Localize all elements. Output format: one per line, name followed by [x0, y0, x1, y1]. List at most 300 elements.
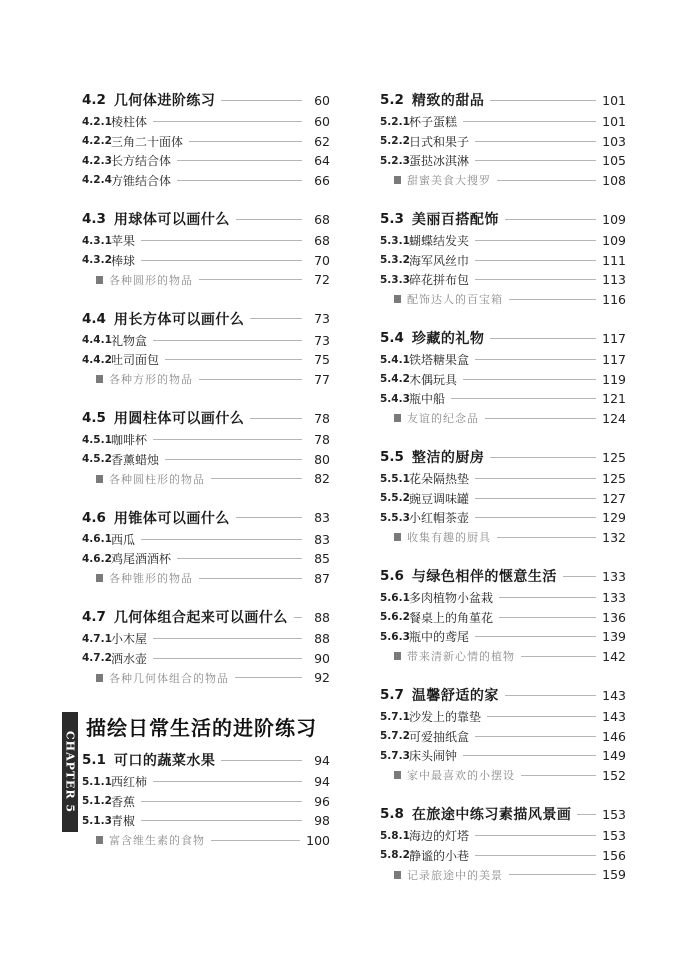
section-heading[interactable]	[380, 445, 626, 469]
toc-entry[interactable]	[380, 270, 626, 290]
section-gap	[380, 309, 626, 326]
leader-line	[475, 141, 596, 142]
leader-line	[505, 219, 596, 220]
toc-entry[interactable]	[82, 649, 330, 669]
section-heading[interactable]	[82, 406, 330, 430]
page-number: 156	[602, 847, 626, 863]
leader-line	[577, 814, 596, 815]
page-number: 94	[314, 752, 330, 768]
page-number: 108	[602, 172, 626, 188]
page-number: 127	[602, 490, 626, 506]
toc-section	[380, 88, 626, 190]
entry-title: 餐桌上的角堇花	[409, 610, 494, 625]
toc-entry[interactable]	[380, 112, 626, 132]
leader-line	[475, 835, 596, 836]
leader-line	[221, 100, 302, 101]
page-number: 88	[314, 609, 330, 625]
toc-entry[interactable]	[380, 251, 626, 271]
section-heading[interactable]	[82, 207, 330, 231]
section-heading[interactable]	[82, 748, 330, 772]
leader-line	[475, 279, 596, 280]
entry-title: 棒球	[111, 253, 136, 268]
toc-section	[82, 605, 330, 688]
note-title: 收集有趣的厨具	[407, 531, 491, 545]
entry-number: 5.6.3	[380, 630, 410, 643]
toc-note-entry[interactable]	[82, 469, 330, 489]
entry-number: 4.3.2	[82, 254, 112, 267]
page-number: 90	[314, 650, 330, 666]
section-title: 可口的蔬菜水果	[113, 753, 216, 769]
section-heading[interactable]	[380, 802, 626, 826]
page-number: 68	[314, 211, 330, 227]
section-number: 4.2	[82, 92, 106, 108]
toc-entry[interactable]	[380, 469, 626, 489]
square-bullet-icon	[394, 176, 401, 184]
leader-line	[499, 617, 596, 618]
page-number: 117	[602, 352, 626, 368]
toc-entry[interactable]	[82, 350, 330, 370]
page-number: 68	[314, 233, 330, 249]
toc-note-entry[interactable]	[380, 290, 626, 310]
page-number: 129	[602, 510, 626, 526]
entry-number: 5.7.3	[380, 749, 410, 762]
square-bullet-icon	[96, 475, 103, 483]
toc-entry[interactable]	[82, 231, 330, 251]
toc-entry[interactable]	[380, 707, 626, 727]
toc-section	[380, 564, 626, 666]
section-heading[interactable]	[380, 564, 626, 588]
leader-line	[177, 160, 302, 161]
entry-number: 4.6.1	[82, 533, 112, 546]
entry-number: 5.3.1	[380, 234, 410, 247]
toc-entry[interactable]	[82, 251, 330, 271]
toc-section	[380, 802, 626, 885]
entry-title: 咖啡杯	[111, 433, 148, 448]
section-gap	[380, 547, 626, 564]
page-number: 133	[602, 590, 626, 606]
leader-line	[509, 299, 596, 300]
square-bullet-icon	[96, 375, 103, 383]
toc-entry[interactable]	[82, 549, 330, 569]
toc-entry[interactable]	[82, 450, 330, 470]
leader-line	[505, 695, 596, 696]
page-number: 82	[314, 471, 330, 487]
entry-number: 5.6.2	[380, 611, 410, 624]
leader-line	[521, 775, 596, 776]
leader-line	[451, 398, 596, 399]
note-title: 各种锥形的物品	[109, 572, 193, 586]
toc-entry[interactable]	[82, 530, 330, 550]
toc-section	[82, 88, 330, 190]
page-number: 125	[602, 471, 626, 487]
entry-title: 三角二十面体	[111, 134, 184, 149]
page-number: 87	[314, 570, 330, 586]
note-title: 各种方形的物品	[109, 373, 193, 387]
section-heading[interactable]	[380, 88, 626, 112]
leader-line	[211, 840, 300, 841]
page-number: 153	[602, 828, 626, 844]
page-number: 94	[314, 774, 330, 790]
section-title: 几何体组合起来可以画什么	[113, 610, 288, 626]
leader-line	[499, 597, 596, 598]
page-number: 117	[602, 330, 626, 346]
page-number: 143	[602, 709, 626, 725]
section-title: 在旅途中练习素描风景画	[411, 807, 572, 823]
note-title: 富含维生素的食物	[109, 834, 205, 848]
page-number: 105	[602, 153, 626, 169]
square-bullet-icon	[394, 414, 401, 422]
section-number: 5.8	[380, 806, 404, 822]
leader-line	[250, 318, 302, 319]
entry-title: 棱柱体	[111, 115, 148, 130]
section-title: 整洁的厨房	[411, 450, 485, 466]
leader-line	[497, 537, 596, 538]
entry-number: 5.2.3	[380, 154, 410, 167]
section-number: 4.5	[82, 410, 106, 426]
chapter-sections	[82, 748, 330, 850]
toc-right-column	[380, 88, 626, 885]
page-number: 153	[602, 806, 626, 822]
leader-line	[463, 755, 596, 756]
toc-entry[interactable]	[82, 171, 330, 191]
note-title: 家中最喜欢的小摆设	[407, 769, 515, 783]
page-number: 143	[602, 687, 626, 703]
entry-title: 蛋挞冰淇淋	[409, 154, 470, 169]
leader-line	[165, 459, 302, 460]
toc-entry[interactable]	[380, 588, 626, 608]
leader-line	[141, 539, 302, 540]
leader-line	[221, 760, 302, 761]
entry-number: 4.6.2	[82, 552, 112, 565]
toc-note-entry[interactable]	[82, 270, 330, 290]
leader-line	[475, 260, 596, 261]
toc-entry[interactable]	[380, 846, 626, 866]
square-bullet-icon	[96, 276, 103, 284]
page-number: 133	[602, 568, 626, 584]
leader-line	[153, 638, 302, 639]
page-number: 72	[314, 272, 330, 288]
entry-number: 5.6.1	[380, 591, 410, 604]
toc-section	[82, 748, 330, 850]
entry-title: 方锥结合体	[111, 173, 172, 188]
page-number: 146	[602, 728, 626, 744]
page-number: 77	[314, 371, 330, 387]
entry-title: 杯子蛋糕	[409, 115, 458, 130]
leader-line	[189, 141, 302, 142]
entry-title: 西红柿	[111, 775, 148, 790]
square-bullet-icon	[394, 295, 401, 303]
note-title: 各种圆柱形的物品	[109, 472, 205, 486]
toc-entry[interactable]	[82, 112, 330, 132]
section-heading[interactable]	[82, 307, 330, 331]
leader-line	[485, 418, 596, 419]
toc-entry[interactable]	[82, 132, 330, 152]
leader-line	[153, 658, 302, 659]
section-number: 4.3	[82, 211, 106, 227]
toc-section	[82, 406, 330, 489]
section-title: 用圆柱体可以画什么	[113, 411, 245, 427]
toc-section	[380, 683, 626, 785]
entry-title: 铁塔糖果盒	[409, 353, 470, 368]
entry-title: 碎花拼布包	[409, 273, 470, 288]
section-heading[interactable]	[380, 207, 626, 231]
section-title: 精致的甜品	[411, 93, 485, 109]
page-number: 78	[314, 432, 330, 448]
page-number: 125	[602, 449, 626, 465]
entry-title: 礼物盒	[111, 333, 148, 348]
section-title: 几何体进阶练习	[113, 93, 216, 109]
toc-left-column	[82, 88, 330, 688]
toc-note-entry[interactable]	[380, 865, 626, 885]
toc-entry[interactable]	[380, 132, 626, 152]
section-heading[interactable]	[82, 506, 330, 530]
section-title: 与绿色相伴的惬意生活	[411, 569, 557, 585]
toc-note-entry[interactable]	[380, 647, 626, 667]
page-number: 119	[602, 371, 626, 387]
square-bullet-icon	[394, 533, 401, 541]
section-heading[interactable]	[380, 326, 626, 350]
leader-line	[490, 338, 596, 339]
leader-line	[250, 418, 302, 419]
section-heading[interactable]	[380, 683, 626, 707]
toc-note-entry[interactable]	[82, 668, 330, 688]
entry-number: 4.2.3	[82, 154, 112, 167]
section-gap	[380, 785, 626, 802]
section-title: 用球体可以画什么	[113, 212, 230, 228]
entry-number: 5.8.1	[380, 829, 410, 842]
page-number: 124	[602, 410, 626, 426]
page-number: 83	[314, 531, 330, 547]
section-title: 珍藏的礼物	[411, 331, 485, 347]
leader-line	[141, 260, 302, 261]
toc-entry[interactable]	[82, 151, 330, 171]
entry-title: 苹果	[111, 234, 136, 249]
entry-title: 吐司面包	[111, 353, 160, 368]
entry-number: 4.4.1	[82, 334, 112, 347]
page-number: 80	[314, 451, 330, 467]
entry-title: 洒水壶	[111, 651, 148, 666]
leader-line	[475, 855, 596, 856]
leader-line	[177, 558, 302, 559]
toc-note-entry[interactable]	[380, 528, 626, 548]
page-number: 73	[314, 311, 330, 326]
entry-title: 瓶中船	[409, 392, 446, 407]
section-number: 5.7	[380, 687, 404, 703]
toc-entry[interactable]	[380, 389, 626, 409]
section-heading[interactable]	[82, 605, 330, 629]
square-bullet-icon	[394, 771, 401, 779]
toc-entry[interactable]	[82, 811, 330, 831]
toc-entry[interactable]	[380, 746, 626, 766]
toc-entry[interactable]	[82, 629, 330, 649]
toc-entry[interactable]	[380, 350, 626, 370]
toc-note-entry[interactable]	[82, 831, 330, 851]
entry-title: 蝴蝶结发夹	[409, 234, 470, 249]
entry-number: 4.2.1	[82, 115, 112, 128]
entry-number: 5.2.2	[380, 135, 410, 148]
page-number: 88	[314, 631, 330, 647]
toc-note-entry[interactable]	[82, 569, 330, 589]
square-bullet-icon	[96, 674, 103, 682]
entry-title: 可爱抽纸盒	[409, 729, 470, 744]
page-number: 109	[602, 211, 626, 227]
page-number: 100	[306, 832, 330, 848]
entry-number: 5.7.2	[380, 730, 410, 743]
section-number: 5.3	[380, 211, 404, 227]
page-number: 149	[602, 748, 626, 764]
section-number: 4.6	[82, 509, 106, 526]
page-number: 78	[314, 410, 330, 426]
page-number: 159	[602, 867, 626, 883]
entry-title: 多肉植物小盆栽	[409, 591, 494, 606]
square-bullet-icon	[96, 836, 103, 844]
toc-note-entry[interactable]	[380, 766, 626, 786]
leader-line	[475, 736, 596, 737]
entry-number: 5.4.1	[380, 353, 410, 366]
leader-line	[475, 359, 596, 360]
section-gap	[380, 428, 626, 445]
entry-title: 香薰蜡烛	[111, 452, 160, 467]
page-number: 152	[602, 767, 626, 783]
note-title: 友谊的纪念品	[407, 412, 479, 426]
leader-line	[487, 716, 596, 717]
entry-number: 5.1.3	[82, 814, 112, 827]
toc-entry[interactable]	[380, 489, 626, 509]
entry-number: 5.4.2	[380, 373, 410, 386]
entry-title: 海边的灯塔	[409, 829, 470, 844]
section-number: 5.4	[380, 330, 404, 346]
section-gap	[380, 190, 626, 207]
leader-line	[475, 517, 596, 518]
section-title: 温馨舒适的家	[411, 688, 499, 704]
leader-line	[141, 820, 302, 821]
toc-note-entry[interactable]	[82, 370, 330, 390]
page-number: 70	[314, 252, 330, 268]
leader-line	[141, 240, 302, 241]
section-gap	[82, 489, 330, 506]
leader-line	[463, 121, 596, 122]
leader-line	[211, 478, 302, 479]
page-number: 142	[602, 648, 626, 664]
entry-number: 5.2.1	[380, 115, 410, 128]
leader-line	[294, 617, 302, 618]
toc-entry[interactable]	[380, 231, 626, 251]
toc-entry[interactable]	[82, 772, 330, 792]
toc-entry[interactable]	[82, 430, 330, 450]
note-title: 甜蜜美食大搜罗	[407, 174, 491, 188]
leader-line	[235, 677, 302, 678]
note-title: 配饰达人的百宝箱	[407, 293, 503, 307]
toc-entry[interactable]	[380, 508, 626, 528]
note-title: 记录旅途中的美景	[407, 868, 503, 882]
toc-entry[interactable]	[380, 627, 626, 647]
toc-entry[interactable]	[380, 151, 626, 171]
section-heading[interactable]	[82, 88, 330, 112]
page-number: 121	[602, 391, 626, 407]
toc-entry[interactable]	[82, 792, 330, 812]
entry-number: 5.5.3	[380, 511, 410, 524]
entry-title: 花朵隔热垫	[409, 472, 470, 487]
page-number: 139	[602, 629, 626, 645]
page-number: 103	[602, 133, 626, 149]
toc-section	[380, 445, 626, 547]
entry-title: 瓶中的鸢尾	[409, 630, 470, 645]
leader-line	[153, 439, 302, 440]
page-number: 132	[602, 529, 626, 545]
leader-line	[497, 180, 596, 181]
toc-note-entry[interactable]	[380, 409, 626, 429]
toc-section	[82, 207, 330, 290]
entry-title: 小红帽茶壶	[409, 511, 470, 526]
entry-number: 5.7.1	[380, 710, 410, 723]
entry-title: 日式和果子	[409, 134, 470, 149]
section-number: 4.4	[82, 310, 106, 327]
entry-number: 5.3.3	[380, 273, 410, 286]
leader-line	[177, 180, 302, 181]
page-number: 116	[602, 291, 626, 307]
entry-number: 5.5.2	[380, 492, 410, 505]
section-number: 5.2	[380, 92, 404, 108]
section-title: 用长方体可以画什么	[113, 311, 245, 328]
entry-title: 鸡尾酒酒杯	[111, 552, 172, 567]
entry-number: 5.4.3	[380, 392, 410, 405]
entry-title: 静谧的小巷	[409, 848, 470, 863]
chapter-tab-text: CHAPTER 5	[63, 730, 77, 814]
section-title: 美丽百搭配饰	[411, 212, 499, 228]
toc-entry[interactable]	[380, 727, 626, 747]
section-number: 5.6	[380, 568, 404, 584]
leader-line	[475, 478, 596, 479]
toc-section	[380, 207, 626, 309]
toc-entry[interactable]	[380, 370, 626, 390]
toc-entry[interactable]	[82, 331, 330, 351]
entry-number: 5.8.2	[380, 849, 410, 862]
section-title: 用锥体可以画什么	[113, 510, 230, 527]
page-number: 111	[602, 252, 626, 268]
toc-entry[interactable]	[380, 826, 626, 846]
page-number: 101	[602, 114, 626, 130]
leader-line	[490, 457, 596, 458]
entry-number: 5.1.1	[82, 775, 112, 788]
toc-note-entry[interactable]	[380, 171, 626, 191]
page-number: 73	[314, 332, 330, 348]
leader-line	[521, 656, 596, 657]
page-number: 60	[314, 114, 330, 130]
leader-line	[153, 781, 302, 782]
leader-line	[563, 576, 596, 577]
toc-entry[interactable]	[380, 608, 626, 628]
entry-title: 西瓜	[111, 532, 136, 547]
entry-title: 长方结合体	[111, 154, 172, 169]
square-bullet-icon	[394, 652, 401, 660]
leader-line	[236, 517, 302, 518]
page-number: 62	[314, 133, 330, 149]
leader-line	[165, 359, 302, 360]
page-number: 85	[314, 551, 330, 567]
section-number: 4.7	[82, 609, 106, 625]
entry-number: 4.7.2	[82, 652, 112, 665]
section-gap	[82, 389, 330, 406]
leader-line	[153, 121, 302, 122]
entry-number: 4.4.2	[82, 353, 112, 366]
leader-line	[475, 498, 596, 499]
leader-line	[475, 636, 596, 637]
square-bullet-icon	[96, 574, 103, 582]
entry-number: 4.5.1	[82, 433, 112, 446]
entry-number: 5.1.2	[82, 795, 112, 808]
square-bullet-icon	[394, 871, 401, 879]
leader-line	[199, 279, 302, 280]
